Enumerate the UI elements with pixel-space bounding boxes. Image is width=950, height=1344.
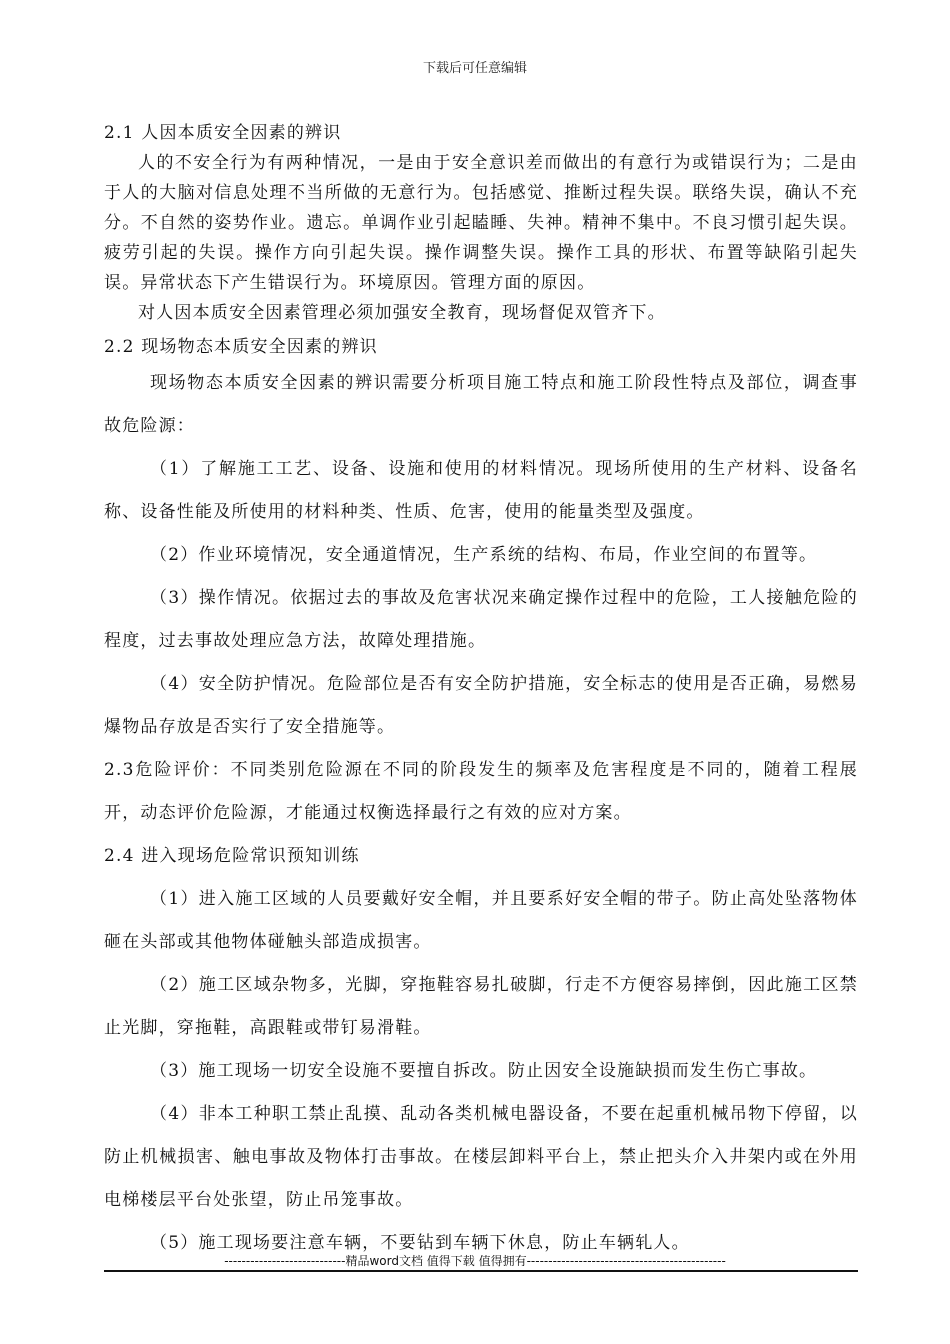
section-2-1-heading: 2.1 人因本质安全因素的辨识: [104, 123, 342, 143]
page-header: 下载后可任意编辑: [422, 61, 527, 76]
section-2-4-item-4: （4）非本工种职工禁止乱摸、乱动各类机械电器设备，不要在起重机械吊物下停留，以防止机械损害、触电事故及物体打击事故。在楼层卸料平台上，禁止把头介入井架内或在外用电梯楼层平台处张望，防止吊笼事故。: [104, 1104, 858, 1210]
section-2-2-heading: 2.2 现场物态本质安全因素的辨识: [104, 337, 378, 357]
footer-rule: [104, 1270, 858, 1272]
section-2-4-item-3: （3）施工现场一切安全设施不要擅自拆改。防止因安全设施缺损而发生伤亡事故。: [150, 1061, 818, 1081]
section-2-2-item-1: （1）了解施工工艺、设备、设施和使用的材料情况。现场所使用的生产材料、设备名称、设备性能及所使用的材料种类、性质、危害，使用的能量类型及强度。: [104, 459, 858, 522]
document-body: [104, 118, 858, 1265]
section-2-2-item-4: （4）安全防护情况。危险部位是否有安全防护措施，安全标志的使用是否正确，易燃易爆物品存放是否实行了安全措施等。: [104, 674, 858, 737]
section-2-2-intro: 现场物态本质安全因素的辨识需要分析项目施工特点和施工阶段性特点及部位，调查事故危险源：: [104, 373, 858, 436]
section-2-4-item-1: （1）进入施工区域的人员要戴好安全帽，并且要系好安全帽的带子。防止高处坠落物体砸在头部或其他物体碰触头部造成损害。: [104, 889, 858, 952]
section-2-1-paragraph-2: 对人因本质安全因素管理必须加强安全教育，现场督促双管齐下。: [138, 303, 666, 323]
page-footer: ----------------------------精品word文档 值得下载 值得拥有----------------------------------------------: [224, 1254, 726, 1268]
section-2-2-item-3: （3）操作情况。依据过去的事故及危害状况来确定操作过程中的危险，工人接触危险的程度，过去事故处理应急方法，故障处理措施。: [104, 588, 858, 651]
section-2-4-item-5: （5）施工现场要注意车辆，不要钻到车辆下休息，防止车辆轧人。: [150, 1233, 690, 1253]
section-2-3-paragraph: 2.3危险评价：不同类别危险源在不同的阶段发生的频率及危害程度是不同的，随着工程展开，动态评价危险源，才能通过权衡选择最行之有效的应对方案。: [104, 760, 858, 823]
section-2-4-item-2: （2）施工区域杂物多，光脚，穿拖鞋容易扎破脚，行走不方便容易摔倒，因此施工区禁止光脚，穿拖鞋，高跟鞋或带钉易滑鞋。: [104, 975, 858, 1038]
section-2-4-heading: 2.4 进入现场危险常识预知训练: [104, 846, 360, 866]
section-2-1-paragraph-1: 人的不安全行为有两种情况，一是由于安全意识差而做出的有意行为或错误行为；二是由于人的大脑对信息处理不当所做的无意行为。包括感觉、推断过程失误。联络失误，确认不充分。不自然的姿势作业。遗忘。单调作业引起瞌睡、失神。精神不集中。不良习惯引起失误。疲劳引起的失误。操作方向引起失误。操作调整失误。操作工具的形状、布置等缺陷引起失误。异常状态下产生错误行为。环境原因。管理方面的原因。: [104, 153, 858, 293]
section-2-2-item-2: （2）作业环境情况，安全通道情况，生产系统的结构、布局，作业空间的布置等。: [150, 545, 818, 565]
